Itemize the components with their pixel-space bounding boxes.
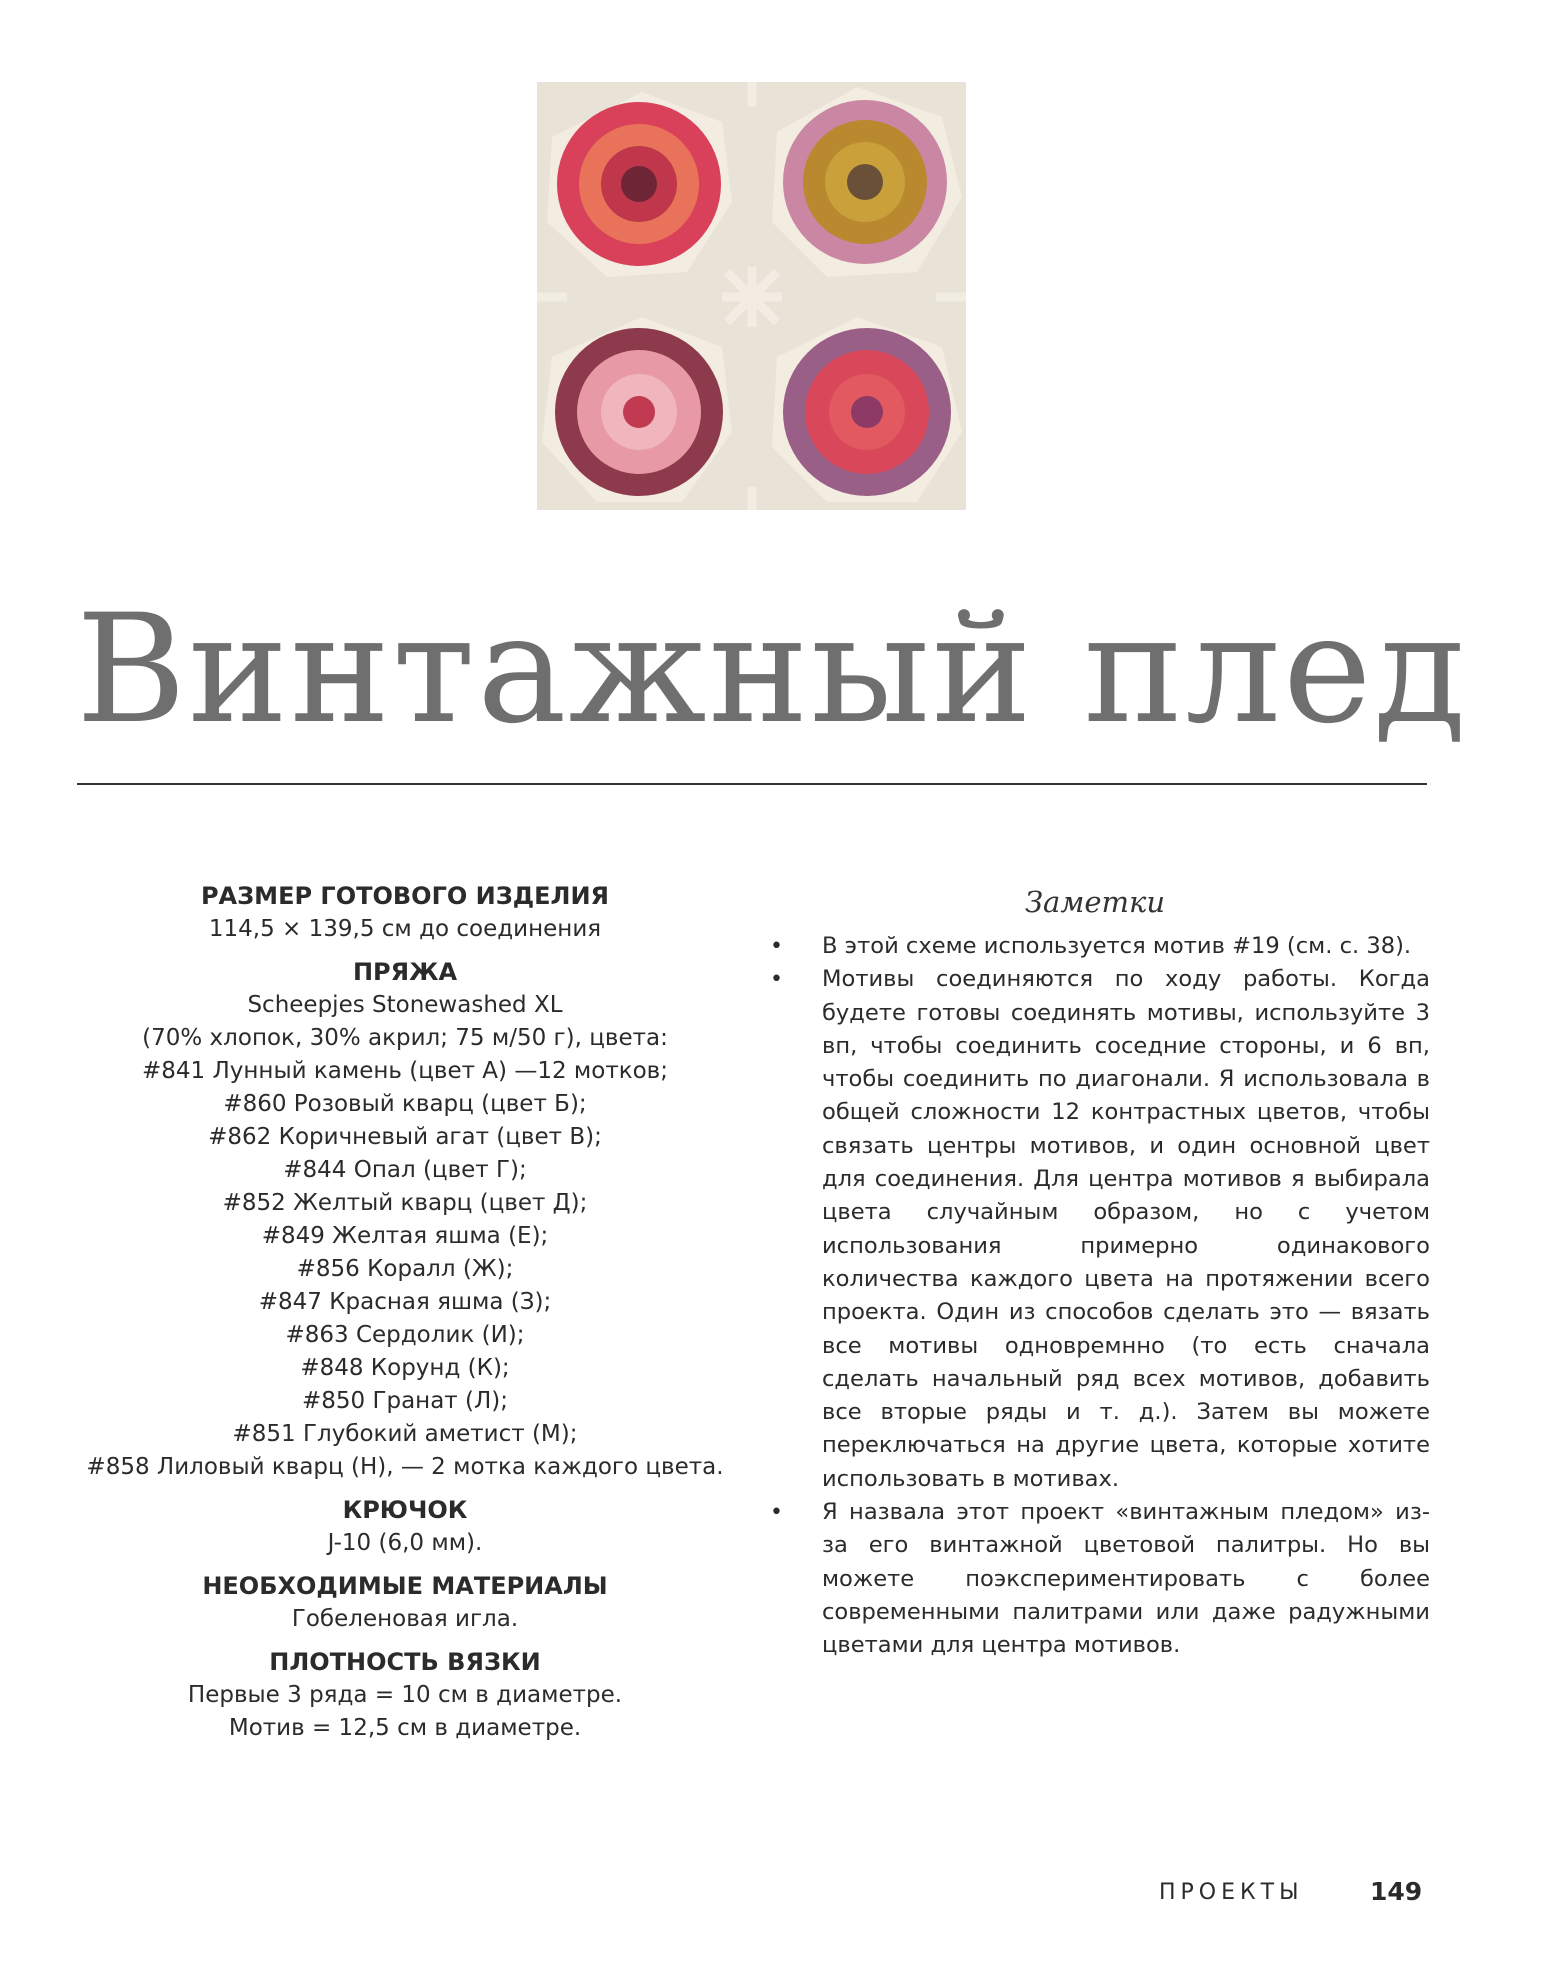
- notes-column: [760, 882, 1430, 1663]
- spec-line: #856 Коралл (Ж);: [296, 1256, 514, 1282]
- spec-line: 114,5 × 139,5 см до соединения: [208, 916, 602, 942]
- spec-line: #847 Красная яшма (З);: [258, 1289, 552, 1315]
- spec-line: #863 Сердолик (И);: [285, 1322, 525, 1348]
- section-label: ПРОЕКТЫ: [1159, 1880, 1304, 1905]
- spec-heading-materials: НЕОБХОДИМЫЕ МАТЕРИАЛЫ: [202, 1572, 608, 1600]
- spec-heading-size: РАЗМЕР ГОТОВОГО ИЗДЕЛИЯ: [200, 882, 610, 910]
- spec-line: #851 Глубокий аметист (М);: [232, 1421, 578, 1447]
- page-title: Винтажный плед: [76, 583, 1468, 757]
- list-item: • Мотивы соединяются по ходу работы. Когда будете готовы соединять мотивы, используйте 3 вп, чтобы соединить соседние стороны, и 6 вп, чтобы соединить по диагонали. Я использовала в общей сложности 12 контрастных цветов, чтобы связать центры мотивов, и один основной цвет для соединения. Для центра мотивов я выбирала цвета случайным образом, но с учетом использования примерно одинакового количества каждого цвета на протяжении всего проекта. Один из способов сделать это — вязать все мотивы одновремнно (то есть сначала сделать начальный ряд всех мотивов, добавить все вторые ряды и т. д.). Затем вы можете переключаться на другие цвета, которые хотите использовать в мотивах.: [760, 963, 1430, 1496]
- page-number: 149: [1370, 1877, 1423, 1906]
- specs-column: [80, 880, 730, 1745]
- spec-line: #852 Желтый кварц (цвет Д);: [222, 1190, 588, 1216]
- spec-line: #844 Опал (цвет Г);: [283, 1157, 527, 1183]
- spec-line: Гобеленовая игла.: [291, 1606, 519, 1632]
- spec-line: #841 Лунный камень (цвет А) —12 мотков;: [141, 1058, 668, 1084]
- spec-line: #858 Лиловый кварц (Н), — 2 мотка каждого цвета.: [86, 1454, 724, 1480]
- list-item: • Я назвала этот проект «винтажным пледом» из-за его винтажной цветовой палитры. Но вы можете поэкспериментировать с более современными палитрами или даже радужными цветами для центра мотивов.: [760, 1496, 1430, 1662]
- notes-title: Заметки: [1024, 885, 1166, 919]
- spec-line: #848 Корунд (К);: [300, 1355, 510, 1381]
- spec-heading-gauge: ПЛОТНОСТЬ ВЯЗКИ: [269, 1648, 541, 1676]
- spec-line: (70% хлопок, 30% акрил; 75 м/50 г), цвета:: [142, 1025, 668, 1051]
- divider: [77, 783, 1427, 785]
- spec-line: Scheepjes Stonewashed XL: [247, 992, 563, 1018]
- spec-line: #862 Коричневый агат (цвет В);: [208, 1124, 602, 1150]
- notes-list: [760, 930, 1430, 1663]
- spec-line: Первые 3 ряда = 10 см в диаметре.: [187, 1682, 623, 1708]
- list-item: • В этой схеме используется мотив #19 (см. с. 38).: [760, 930, 1430, 963]
- spec-line: J-10 (6,0 мм).: [327, 1530, 483, 1556]
- spec-heading-hook: КРЮЧОК: [342, 1496, 468, 1524]
- spec-line: #860 Розовый кварц (цвет Б);: [223, 1091, 587, 1117]
- spec-line: #850 Гранат (Л);: [301, 1388, 509, 1414]
- spec-line: Мотив = 12,5 см в диаметре.: [228, 1715, 582, 1741]
- spec-line: #849 Желтая яшма (Е);: [261, 1223, 549, 1249]
- crochet-photo: [537, 82, 966, 510]
- spec-heading-yarn: ПРЯЖА: [352, 958, 458, 986]
